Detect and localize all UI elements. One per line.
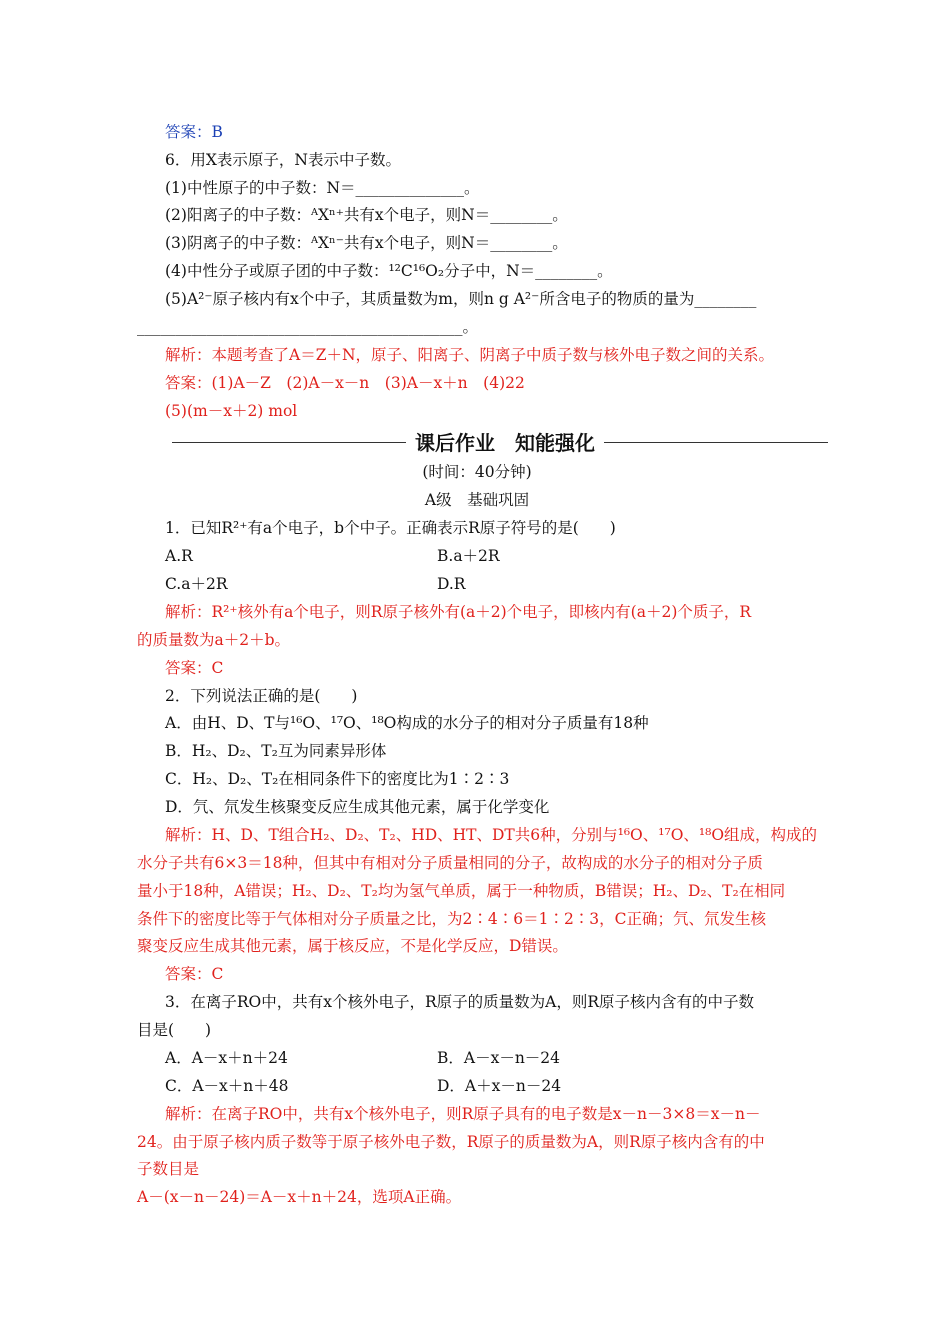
question-2-analysis-cont: 量小于18种，A错误；H₂、D₂、T₂均为氢气单质，属于一种物质，B错误；H₂、D₂、T₂在相同 [137,882,786,900]
question-2-analysis-cont: 水分子共有6×3＝18种，但其中有相对分子质量相同的分子，故构成的水分子的相对分子质 [137,854,763,872]
question-3-stem: 3．在离子RO中，共有x个核外电子，R原子的质量数为A，则R原子核内含有的中子数 [165,993,755,1011]
question-1-option-d: D.R [437,575,466,593]
question-6-answer-cont: (5)(m－x＋2) mol [165,402,298,420]
question-2-option-c: C．H₂、D₂、T₂在相同条件下的密度比为1∶2∶3 [165,770,510,788]
question-1-answer: 答案：C [165,659,224,677]
question-3-option-a: A．A－x＋n＋24 [165,1049,288,1067]
question-6-answer: 答案：(1)A－Z (2)A－x－n (3)A－x＋n (4)22 [165,374,525,392]
question-1-analysis-cont: 的质量数为a＋2＋b。 [137,631,291,649]
question-2-option-a: A．由H、D、T与¹⁶O、¹⁷O、¹⁸O构成的水分子的相对分子质量有18种 [165,714,649,732]
question-3-analysis-cont: A－(x－n－24)＝A－x＋n＋24，选项A正确。 [137,1188,462,1206]
question-2-stem: 2．下列说法正确的是( ) [165,687,358,705]
question-2-option-d: D．氕、氘发生核聚变反应生成其他元素，属于化学变化 [165,798,550,816]
question-6-part-2: (2)阳离子的中子数：ᴬXⁿ⁺共有x个电子，则N＝________。 [165,206,568,224]
question-3-option-b: B．A－x－n－24 [437,1049,561,1067]
question-2-answer: 答案：C [165,965,224,983]
question-6-stem: 6．用X表示原子，N表示中子数。 [165,151,401,169]
question-3-analysis-cont: 24。由于原子核内质子数等于原子核外电子数，R原子的质量数为A，则R原子核内含有的中 [137,1133,765,1151]
level-heading: A级 基础巩固 [424,491,530,509]
question-1-option-b: B.a＋2R [437,547,500,565]
question-6-analysis: 解析：本题考查了A＝Z＋N，原子、阳离子、阴离子中质子数与核外电子数之间的关系。 [165,346,775,364]
banner-rule-right [604,442,828,443]
question-1-option-c: C.a＋2R [165,575,228,593]
question-3-stem-cont: 目是( ) [137,1021,212,1039]
section-title: 课后作业 知能强化 [415,431,595,455]
question-1-stem: 1．已知R²⁺有a个电子，b个中子。正确表示R原子符号的是( ) [165,519,616,537]
question-6-part-5: (5)A²⁻原子核内有x个中子，其质量数为m，则n g A²⁻所含电子的物质的量为________ [165,290,757,308]
time-limit: (时间：40分钟) [422,463,532,481]
question-2-analysis-cont: 聚变反应生成其他元素，属于核反应，不是化学反应，D错误。 [137,937,568,955]
question-1-analysis: 解析：R²⁺核外有a个电子，则R原子核外有(a＋2)个电子，即核内有(a＋2)个质子，R [165,603,752,621]
question-6-part-1: (1)中性原子的中子数：N＝______________。 [165,179,480,197]
question-2-analysis-cont: 条件下的密度比等于气体相对分子质量之比，为2∶4∶6＝1∶2∶3，C正确；氕、氘发生核 [137,910,767,928]
question-3-option-c: C．A－x＋n＋48 [165,1077,289,1095]
question-3-analysis-cont: 子数目是 [137,1160,200,1178]
section-banner [172,430,828,456]
answer-line: 答案：B [165,123,223,141]
question-2-option-b: B．H₂、D₂、T₂互为同素异形体 [165,742,387,760]
banner-rule-left [172,442,406,443]
question-1-option-a: A.R [165,547,193,565]
question-6-part-4: (4)中性分子或原子团的中子数：¹²C¹⁶O₂分子中，N＝________。 [165,262,613,280]
question-6-part-3: (3)阴离子的中子数：ᴬXⁿ⁻共有x个电子，则N＝________。 [165,234,568,252]
question-2-analysis: 解析：H、D、T组合H₂、D₂、T₂、HD、HT、DT共6种，分别与¹⁶O、¹⁷O、¹⁸O组成，构成的 [165,826,818,844]
question-6-part-5-blank: __________________________________________。 [137,318,479,336]
question-3-option-d: D．A＋x－n－24 [437,1077,562,1095]
question-3-analysis: 解析：在离子RO中，共有x个核外电子，则R原子具有的电子数是x－n－3×8＝x－n－ [165,1105,761,1123]
